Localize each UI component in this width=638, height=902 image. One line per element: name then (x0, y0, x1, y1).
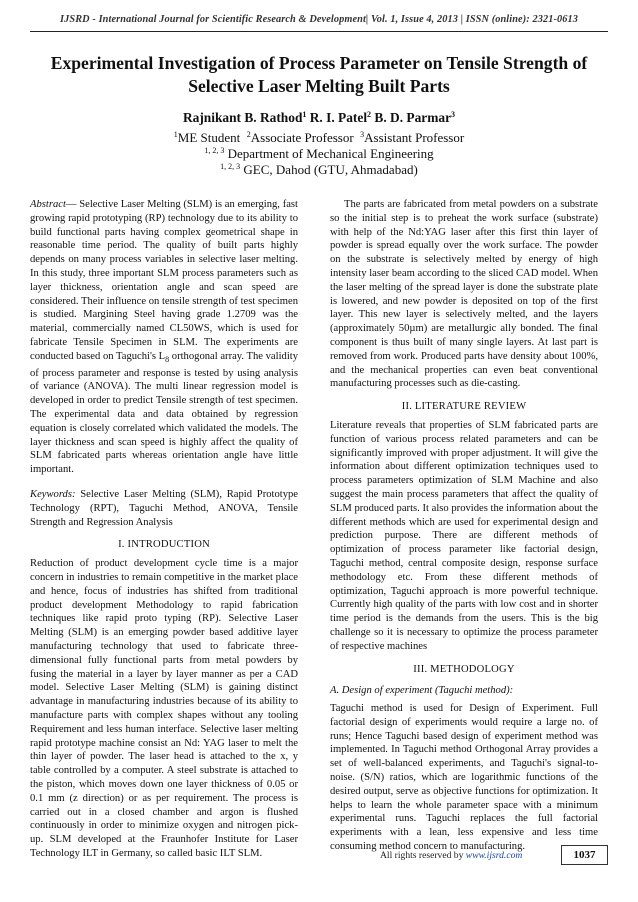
dept-sup: 1, 2, 3 (204, 146, 225, 155)
abstract-label: Abstract (30, 199, 66, 210)
abstract-text-2: orthogonal array. The validity of process parameter and response is tested by using analysis of variance (ANOVA). The multi linear regression model is developed in order to predict Tensile strength of test specimen. The experimental data and data obtained by regression equation is closely correlated which validated the models. The layer thickness and scan speed is highly affect the quality of SLM fabricated parts whereas orientation angle have little important. (30, 350, 299, 476)
literature-text: Literature reveals that properties of SLM fabricated parts are function of various process related parameters and can be significantly improved with proper adjustment. It will give the information about different optimization techniques used to process parameters optimization of SLM Machine and also suggest the main process parameters that affect the quality of SLM produced parts. It also provides the information about the different methods which are used for experimental design and prediction purpose. There are different methods of optimization of process parameter like factorial design, Taguchi method, central composite design, response surface methodology etc. From these different methods of optimization, Taguchi approach is more powerful technique. Currently high quality of the parts with low cost and in shorter time period is the demands from the users. This is the big challenge so it is necessary to optimize the process parameter of respective machines (330, 419, 598, 652)
keywords-label: Keywords: (30, 489, 76, 501)
methodology-text: Taguchi method is used for Design of Experiment. Full factorial design of experiments would require a large no. of runs; Hence Taguchi based design of experiment method was implemented. In Taguchi method Orthogonal Array provides a set of well-balanced experiments, and Taguchi's signal-to-noise. (S/N) ratios, which are logarithmic functions of the desired output, serve as objective functions for optimization. It helps to learn the whole parameter space with a minimum experimental runs. Taguchi replaces the full factorial experiments with a lean, less expensive and less time consuming method concern to manufacturing. (330, 703, 598, 853)
keywords-text: Selective Laser Melting (SLM), Rapid Prototype Technology (RPT), Taguchi Method, ANOVA, Tensile Strength and Regression Analysis (30, 489, 298, 528)
author-sup: 1 (302, 110, 307, 119)
abstract-sub: 8 (165, 354, 170, 364)
author-name: R. I. Patel (309, 110, 368, 125)
right-column (330, 198, 598, 854)
author-sup: 3 (451, 110, 456, 119)
process-paragraph: The parts are fabricated from metal powders on a substrate so the initial step is to preheat the work surface (substrate) with help of the Nd:YAG laser after this first thin layer of powder is spread equally over the work surface. The powder on the substrate is selectively melted by energy of high intensity laser beam according to the sliced CAD model. When the laser melting of the spread layer is done the substrate plate is lowered, and new powder is deposited on top of the first layer. This new layer is selectively melted, and the layers (approximately 50µm) are metallurgic ally bonded. The final component is thus built of many single layers. At last part is removed from work. Produced parts have density about 100%, and the mechanical properties can even beat conventional manufacturing processes such as die-casting. (330, 199, 598, 390)
footer-text: All rights reserved by (380, 850, 466, 861)
affiliation-roles (30, 130, 608, 146)
author-sup: 2 (367, 110, 372, 119)
left-column (30, 198, 298, 861)
role: ME Student (177, 130, 241, 145)
section-heading-methodology: III. METHODOLOGY (413, 663, 515, 675)
abstract-text: — Selective Laser Melting (SLM) is an emerging, fast growing rapid prototyping (RP) technology due to its ability to build functional parts having complex geometrical shape in reasonable time period. The quality of built parts highly depends on many process variables in selective laser melting. In this study, three important SLM process parameters such as layer thickness, orientation angle and scan speed are considered. Their influence on tensile strength of test specimen is studied. Margining Steel having grade 1.2709 was the material, commercially named CL50WS, which is used for fabricate Tensile Specimen in SLM. The experiments are conducted based on Taguchi's L (30, 199, 298, 362)
subsection-heading-doe: A. Design of experiment (Taguchi method): (330, 685, 514, 697)
inst-sup: 1, 2, 3 (220, 162, 241, 171)
footer-rights (380, 850, 522, 861)
role-sup: 2 (246, 130, 251, 139)
section-heading-introduction: I. INTRODUCTION (118, 539, 210, 551)
header-rule (30, 31, 608, 32)
institute: GEC, Dahod (GTU, Ahmadabad) (243, 162, 418, 177)
role: Assistant Professor (364, 130, 465, 145)
role-sup: 1 (173, 130, 178, 139)
role: Associate Professor (250, 130, 354, 145)
keywords (30, 488, 298, 529)
introduction-text: Reduction of product development cycle time is a major concern in industries to remain competitive in the market place and hence, focus of industries has shifted from traditional product development Methodology to rapid fabrication techniques like rapid proto typing (RP). Selective Laser Melting (SLM) is an emerging powder based additive layer manufacturing technology that used to fabricate three-dimensional fully functional parts from metal powders by fusing the material in a layer by layer manner as per a CAD model. Selective Laser Melting (SLM) is gaining distinct advantage in manufacturing industries because of its ability to manufacture parts with complex shapes without any tooling Requirement and less human interface. Selective laser melting rapid prototype machine consist an Nd: YAG laser to melt the thin layer of powder. The laser head is attached to the x, y table controlled by a computer. A steel substrate is attached to the piston, which moves down one layer thickness of 0.05 or 0.1 mm (z direction) or as per requirement. The process is carried out in a closed chamber and argon is flushed continuously in order to minimize oxygen and nitrogen pick-up. SLM developed at the Fraunhofer Institute for Laser Technology ILT in Germany, so called basic ILT SLM. (30, 558, 298, 859)
author-name: Rajnikant B. Rathod (182, 110, 303, 125)
section-heading-literature: II. LITERATURE REVIEW (401, 401, 527, 413)
page-number: 1037 (561, 845, 608, 865)
abstract (30, 198, 298, 477)
paper-title: Experimental Investigation of Process Parameter on Tensile Strength of Selective Laser Melting Built Parts (50, 53, 588, 96)
journal-header: IJSRD - International Journal for Scientific Research & Development| Vol. 1, Issue 4, 2013 | ISSN (online): 2321-0613 (60, 14, 578, 25)
role-sup: 3 (360, 130, 365, 139)
dept: Department of Mechanical Engineering (227, 146, 434, 161)
affiliation-dept (30, 146, 608, 162)
author-line (30, 110, 608, 126)
footer-link[interactable]: www.ijsrd.com (465, 850, 523, 861)
author-name: B. D. Parmar (374, 110, 452, 125)
affiliation-institute (30, 162, 608, 178)
